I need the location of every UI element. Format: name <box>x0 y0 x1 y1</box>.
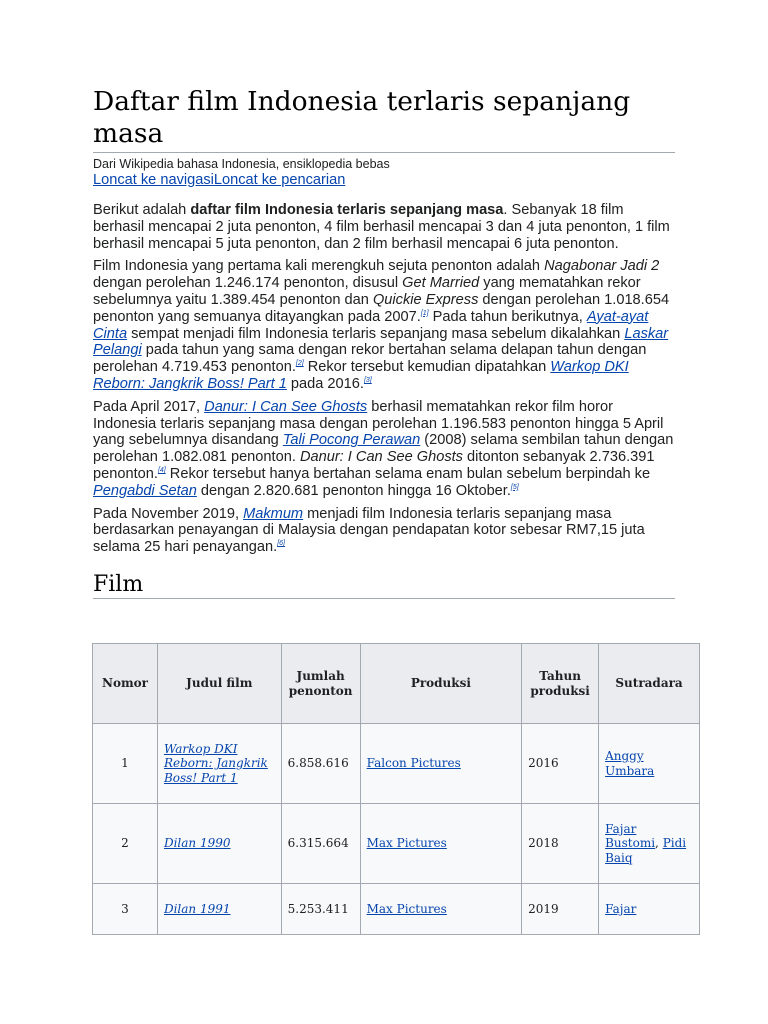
text-span: menjadi film Indonesia terlaris sepanjang masa berdasarkan penayangan di Malaysia dengan pendapatan kotor sebesar RM7,15 juta selama 25 hari penayangan. <box>93 505 645 556</box>
section-heading-film: Film <box>93 571 675 599</box>
text-span: Pada November 2019, <box>93 505 244 522</box>
production-link[interactable]: Max Pictures <box>366 901 447 916</box>
director-link[interactable]: Anggy Umbara <box>605 749 655 778</box>
film-title-link[interactable]: Dilan 1991 <box>163 901 231 916</box>
film-title-text: Danur: I Can See Ghosts <box>299 449 463 466</box>
site-tagline: Dari Wikipedia bahasa Indonesia, ensiklopedia bebas <box>93 157 390 171</box>
cell-viewers: 6.315.664 <box>281 804 360 884</box>
cell-title <box>157 724 281 804</box>
reference-link[interactable]: [1] <box>420 309 429 317</box>
jump-to-navigation-link[interactable]: Loncat ke navigasi <box>93 172 214 188</box>
text-span: ditonton sebanyak 2.736.391 penonton. <box>93 449 655 482</box>
text-span: dengan perolehan 1.246.174 penonton, disusul <box>93 275 403 292</box>
cell-viewers: 6.858.616 <box>281 724 360 804</box>
production-link[interactable]: Max Pictures <box>366 836 447 851</box>
film-link-warkop-dki-reborn[interactable]: Warkop DKI Reborn: Jangkrik Boss! Part 1 <box>93 359 629 392</box>
horror-paragraph <box>93 399 675 500</box>
text-span: pada tahun yang sama dengan rekor bertahan selama delapan tahun dengan perolehan 4.719.453 penonton. <box>93 342 647 376</box>
column-header-title[interactable]: Judul film <box>157 644 281 724</box>
reference-link[interactable]: [3] <box>363 377 372 385</box>
reference-link[interactable]: [2] <box>295 360 304 368</box>
text-span: (2008) selama sembilan tahun dengan perolehan 1.082.081 penonton. <box>93 432 674 466</box>
director-separator: , <box>655 836 663 851</box>
text-span: sempat menjadi film Indonesia terlaris sepanjang masa sebelum dikalahkan <box>127 325 625 342</box>
cell-year: 2018 <box>522 804 599 884</box>
cell-number: 2 <box>93 804 158 884</box>
cell-production <box>360 804 522 884</box>
text-span: Berikut adalah <box>93 202 191 218</box>
reference-link[interactable]: [5] <box>510 483 519 491</box>
film-title-link[interactable]: Warkop DKI Reborn: Jangkrik Boss! Part 1 <box>163 741 268 785</box>
text-span: berhasil mematahkan rekor film horor Indonesia terlaris sepanjang masa dengan perolehan 1.196.583 penonton hingga 5 April yang sebelumnya disandang <box>93 398 664 449</box>
film-link-pengabdi-setan[interactable]: Pengabdi Setan <box>93 482 197 499</box>
text-span: Rekor tersebut hanya bertahan selama enam bulan sebelum berpindah ke <box>165 465 651 482</box>
text-span: dengan perolehan 1.018.654 penonton yang semuanya ditayangkan pada 2007. <box>93 291 670 325</box>
cell-production <box>360 724 522 804</box>
text-span: . Sebanyak 18 film berhasil mencapai 2 juta penonton, 4 film berhasil mencapai 3 dan 4 juta penonton, 1 film berhasil mencapai 5 juta penonton, dan 2 film berhasil mencapai 6 juta penonton. <box>93 202 670 252</box>
film-link-tali-pocong-perawan[interactable]: Tali Pocong Perawan <box>282 432 421 449</box>
column-header-year[interactable]: Tahun produksi <box>522 644 599 724</box>
text-span: Film Indonesia yang pertama kali merengkuh sejuta penonton adalah <box>93 258 545 275</box>
bold-term: daftar film Indonesia terlaris sepanjang masa <box>190 202 504 218</box>
cell-director <box>599 724 700 804</box>
text-span: Pada April 2017, <box>93 398 205 415</box>
cell-number: 1 <box>93 724 158 804</box>
reference-link[interactable]: [4] <box>157 467 166 475</box>
film-link-laskar-pelangi[interactable]: Laskar Pelangi <box>93 325 669 359</box>
article <box>93 86 675 599</box>
column-header-viewers[interactable]: Jumlah penonton <box>281 644 360 724</box>
director-link[interactable]: Pidi Baiq <box>605 836 687 865</box>
malaysia-paragraph <box>93 506 675 556</box>
reference-link[interactable]: [6] <box>277 540 285 548</box>
table-row <box>93 804 700 884</box>
film-title-text: Quickie Express <box>372 291 479 308</box>
jump-links <box>93 172 675 189</box>
text-span: dengan 2.820.681 penonton hingga 16 Oktober. <box>196 482 511 499</box>
table-row <box>93 884 700 935</box>
column-header-number[interactable]: Nomor <box>93 644 158 724</box>
cell-year: 2019 <box>522 884 599 935</box>
film-link-ayat-ayat-cinta[interactable]: Ayat-ayat Cinta <box>93 308 649 342</box>
jump-to-search-link[interactable]: Loncat ke pencarian <box>213 172 346 188</box>
cell-title <box>157 804 281 884</box>
text-span: yang mematahkan rekor sebelumnya yaitu 1.389.454 penonton dan <box>93 275 641 308</box>
film-title-text: Get Married <box>402 275 480 292</box>
table-header-row <box>93 644 700 724</box>
cell-year: 2016 <box>522 724 599 804</box>
cell-number: 3 <box>93 884 158 935</box>
director-link[interactable]: Fajar <box>605 901 637 916</box>
cell-director <box>599 804 700 884</box>
column-header-director[interactable]: Sutradara <box>599 644 700 724</box>
column-header-production[interactable]: Produksi <box>360 644 522 724</box>
film-title-text: Nagabonar Jadi 2 <box>544 258 660 275</box>
text-span: pada 2016. <box>286 375 364 392</box>
film-table <box>92 643 700 935</box>
table-row <box>93 724 700 804</box>
text-span: Rekor tersebut kemudian dipatahkan <box>303 359 551 376</box>
film-link-makmum[interactable]: Makmum <box>243 505 304 522</box>
film-title-link[interactable]: Dilan 1990 <box>163 836 231 851</box>
history-paragraph <box>93 258 675 392</box>
director-link[interactable]: Fajar Bustomi <box>605 821 656 851</box>
text-span: Pada tahun berikutnya, <box>428 308 587 325</box>
cell-title <box>157 884 281 935</box>
cell-viewers: 5.253.411 <box>281 884 360 935</box>
cell-director <box>599 884 700 935</box>
production-link[interactable]: Falcon Pictures <box>366 756 461 771</box>
film-link-danur[interactable]: Danur: I Can See Ghosts <box>204 398 368 415</box>
cell-production <box>360 884 522 935</box>
page-title: Daftar film Indonesia terlaris sepanjang masa <box>93 86 675 153</box>
intro-paragraph <box>93 202 675 252</box>
